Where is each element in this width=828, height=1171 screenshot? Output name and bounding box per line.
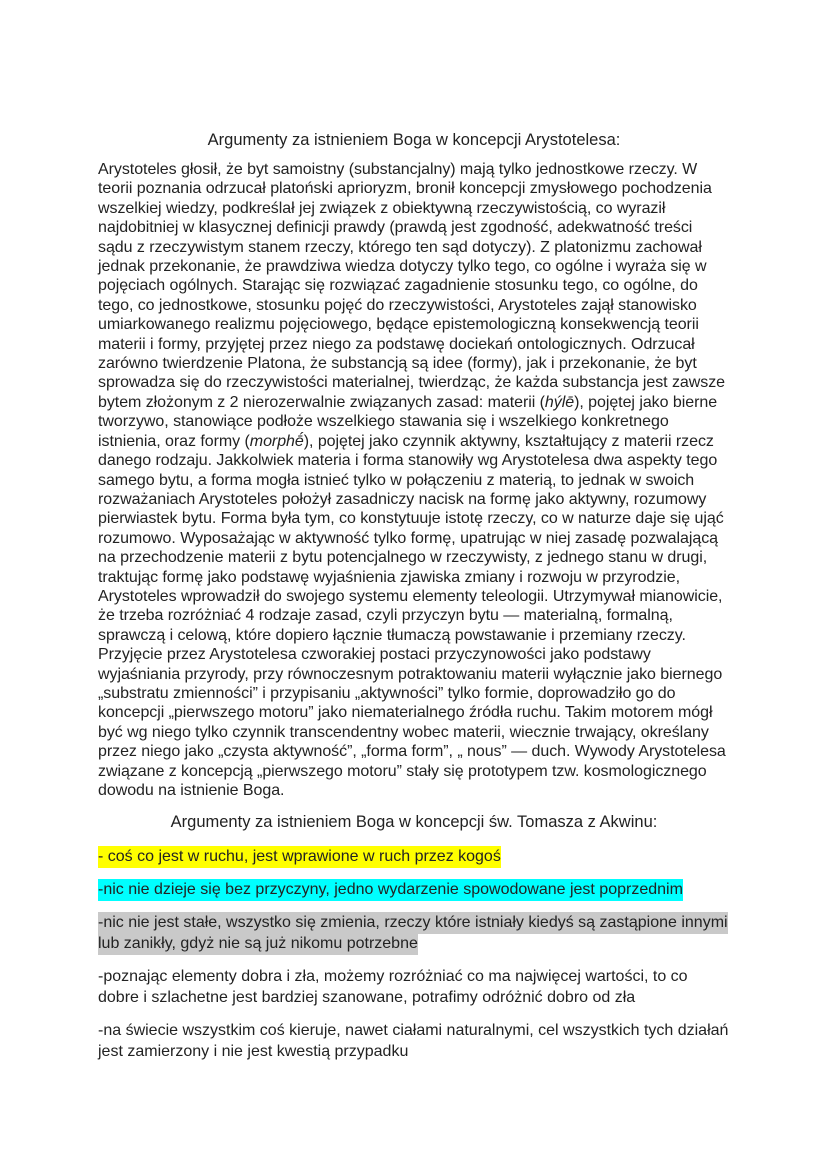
argument-item — [98, 912, 730, 954]
argument-text: -na świecie wszystkim coś kieruje, nawet ciałami naturalnymi, cel wszystkich tych działań jest zamierzony i nie jest kwestią przypadku — [98, 1022, 729, 1061]
argument-item — [98, 846, 730, 867]
aristotle-text-part-1: Arystoteles głosił, że byt samoistny (substancjalny) mają tylko jednostkowe rzeczy. W teorii poznania odrzucał platoński aprioryzm, bronił koncepcji zmysłowego pochodzenia wszelkiej wiedzy, podkreślał jej związek z obiektywną rzeczywistością, co wyraził najdobitniej w klasycznej definicji prawdy (prawdą jest zgodność, adekwatność treści sądu z rzeczywistym stanem rzeczy, którego ten sąd dotyczy). Z platonizmu zachował jednak przekonanie, że prawdziwa wiedza dotyczy tylko tego, co ogólne i wyraża się w pojęciach ogólnych. Starając się rozwiązać zagadnienie stosunku tego, co ogólne, do tego, co jednostkowe, stosunku pojęć do rzeczywistości, Arystoteles zajął stanowisko umiarkowanego realizmu pojęciowego, będące epistemologiczną konsekwencją teorii materii i formy, przyjętej przez niego za podstawę dociekań ontologicznych. Odrzucał zarówno twierdzenie Platona, że substancją są idee (formy), jak i przekonanie, że byt sprowadza się do rzeczywistości materialnej, twierdząc, że każda substancja jest zawsze bytem złożonym z 2 nierozerwalnie związanych zasad: materii ( — [98, 161, 726, 411]
argument-item — [98, 1020, 730, 1062]
heading-aquinas: Argumenty za istnieniem Boga w koncepcji św. Tomasza z Akwinu: — [170, 813, 658, 832]
argument-text: - coś co jest w ruchu, jest wprawione w ruch przez kogoś — [98, 846, 501, 868]
arguments-list — [98, 846, 730, 1062]
term-morphe: morphḗ — [249, 432, 304, 450]
argument-text: -poznając elementy dobra i zła, możemy rozróżniać co ma najwięcej wartości, to co dobre i szlachetne jest bardziej szanowane, potrafimy odróżnić dobro od zła — [98, 968, 688, 1007]
aristotle-text-part-2: ), pojętej jako bierne tworzywo, stanowiące podłoże wszelkiego stawania się i wszelkiego konkretnego istnienia, oraz formy ( — [98, 393, 718, 450]
argument-item — [98, 879, 730, 900]
term-hyle: hýlē — [544, 393, 575, 411]
argument-item — [98, 966, 730, 1008]
argument-text: -nic nie dzieje się bez przyczyny, jedno wydarzenie spowodowane jest poprzednim — [98, 879, 683, 901]
argument-text: -nic nie jest stałe, wszystko się zmienia, rzeczy które istniały kiedyś są zastąpione innymi lub zanikły, gdyż nie są już nikomu potrzebne — [98, 912, 728, 955]
heading-aristotle: Argumenty za istnieniem Boga w koncepcji Arystotelesa: — [207, 131, 621, 149]
aristotle-paragraph — [98, 160, 730, 800]
aristotle-text-part-3: ), pojętej jako czynnik aktywny, kształtujący z materii rzecz danego rodzaju. Jakkolwiek materia i forma stanowiły wg Arystotelesa dwa aspekty tego samego bytu, a forma mogła istnieć tylko w połączeniu z materią, to jednak w swoich rozważaniach Arystoteles położył zasadniczy nacisk na formę jako aktywny, rozumowy pierwiastek bytu. Forma była tym, co konstytuuje istotę rzeczy, co w naturze daje się ująć rozumowo. Wyposażając w aktywność tylko formę, upatrując w niej zasadę pozwalającą na przechodzenie materii z bytu potencjalnego w rzeczywisty, z jednego stanu w drugi, traktując formę jako podstawę wyjaśnienia zjawiska zmiany i rozwoju w przyrodzie, Arystoteles wprowadził do swojego systemu elementy teleologii. Utrzymywał mianowicie, że trzeba rozróżniać 4 rodzaje zasad, czyli przyczyn bytu — materialną, formalną, sprawczą i celową, które dopiero łącznie tłumaczą powstawanie i przemiany rzeczy. Przyjęcie przez Arystotelesa czworakiej postaci przyczynowości jako podstawy wyjaśniania przyrody, przy równoczesnym potraktowaniu materii wyłącznie jako biernego „substratu zmienności” i przypisaniu „aktywności” tylko formie, doprowadziło go do koncepcji „pierwszego motoru” jako niematerialnego źródła ruchu. Takim motorem mógł być wg niego tylko czynnik transcendentny wobec materii, wiecznie trwający, określany przez niego jako „czysta aktywność”, „forma form”, „ nous” — duch. Wywody Arystotelesa związane z koncepcją „pierwszego motoru” stały się prototypem tzw. kosmologicznego dowodu na istnienie Boga. — [98, 432, 726, 799]
